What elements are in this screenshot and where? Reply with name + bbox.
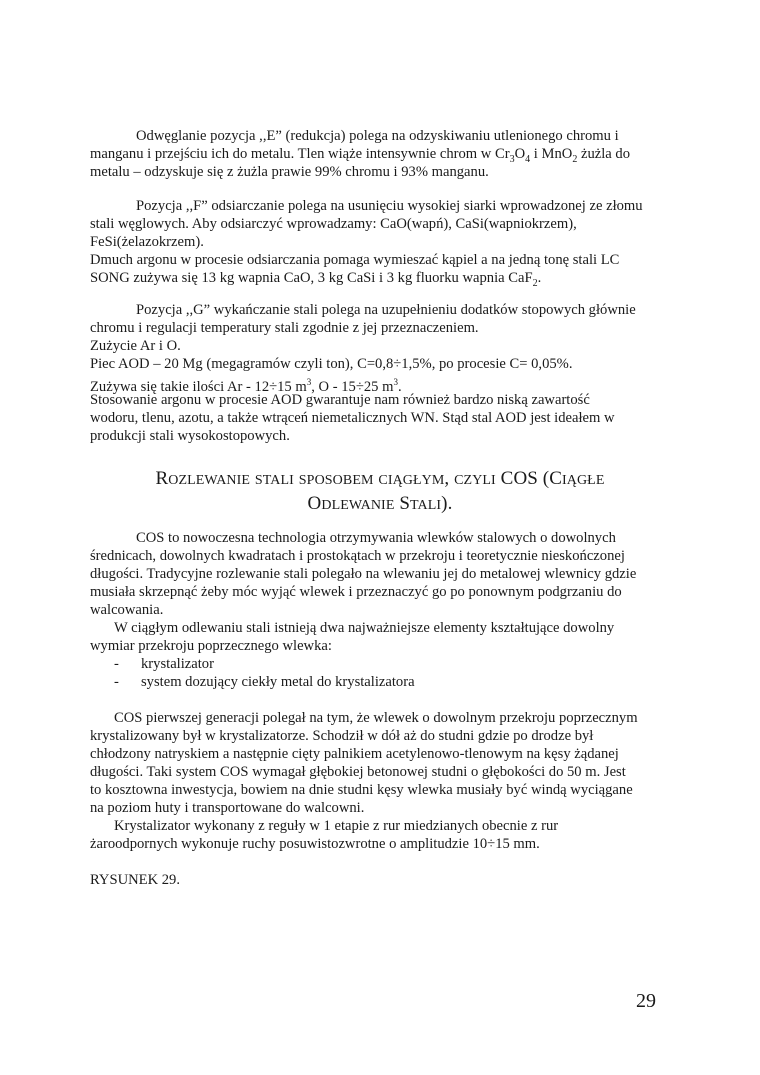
superscript: 3	[306, 377, 312, 387]
paragraph-position-f	[90, 197, 670, 287]
text-fragment: .	[397, 378, 402, 395]
paragraph-cos-elements	[90, 619, 670, 691]
text-line: średnicach, dowolnych kwadratach i prostokątach w przekroju i teoretycznie nieskończonej	[90, 548, 625, 564]
dash-bullet: -	[114, 656, 119, 672]
heading-line	[80, 492, 680, 517]
paragraph-position-e	[90, 127, 670, 181]
text-fragment: Zużywa się takie ilości Ar - 12÷15 m	[90, 378, 307, 395]
text-line	[90, 269, 670, 287]
text-line: chłodzony natryskiem a następnie cięty palnikiem acetylenowo-tlenowym na kęsy żądanej	[90, 746, 619, 762]
text-line: walcowania.	[90, 602, 164, 618]
subscript: 3	[509, 153, 515, 165]
superscript: 3	[393, 377, 398, 387]
text-line: długości. Taki system COS wymagał głębokiej betonowej studni o głębokości do 50 m. Jest	[90, 764, 626, 780]
text-line: stali węglowych. Aby odsiarczyć wprowadzamy: CaO(wapń), CaSi(wapniokrzem),	[90, 216, 577, 232]
list-item-text: system dozujący ciekły metal do krystalizatora	[141, 674, 415, 690]
list-item	[90, 655, 670, 673]
heading-line	[80, 467, 680, 492]
text-line: żaroodpornych wykonuje ruchy posuwistozwrotne o amplitudzie 10÷15 mm.	[90, 836, 540, 852]
text-line: Piec AOD – 20 Mg (megagramów czyli ton), C=0,8÷1,5%, po procesie C= 0,05%.	[90, 356, 573, 372]
text-line: wodoru, tlenu, azotu, a także wtrąceń niemetalicznych WN. Stąd stal AOD jest ideałem w	[90, 410, 615, 426]
text-line: RYSUNEK 29.	[90, 872, 181, 888]
text-line: Krystalizator wykonany z reguły w 1 etapie z rur miedzianych obecnie z rur	[114, 818, 559, 834]
text-fragment: żużla do	[577, 146, 630, 162]
text-line: krystalizowany był w krystalizatorze. Schodził w dół aż do studni gdzie po drodze był	[90, 728, 594, 744]
paragraph-cos-first-generation	[90, 709, 670, 817]
dash-bullet: -	[114, 674, 119, 690]
text-line: chromu i regulacji temperatury stali zgodnie z jej przeznaczeniem.	[90, 320, 479, 336]
text-line: Zużycie Ar i O.	[90, 338, 181, 354]
text-line: FeSi(żelazokrzem).	[90, 234, 204, 250]
text-line: musiała skrzepnąć żeby móc wyjąć wlewek i przeznaczyć go po ponownym podgrzaniu do	[90, 584, 622, 600]
list-item	[90, 673, 670, 691]
text-line: Pozycja ,,F” odsiarczanie polega na usunięciu wysokiej siarki wprowadzonej ze złomu	[136, 198, 643, 214]
paragraph-cos-intro	[90, 529, 670, 619]
text-line	[90, 145, 670, 163]
subscript: 2	[532, 277, 538, 289]
list-item-text: krystalizator	[141, 656, 214, 672]
text-line: wymiar przekroju poprzecznego wlewka:	[90, 638, 332, 654]
text-line: produkcji stali wysokostopowych.	[90, 428, 290, 444]
subscript: 2	[572, 153, 578, 165]
text-line: na poziom huty i transportowane do walcowni.	[90, 800, 365, 816]
text-line: COS to nowoczesna technologia otrzymywania wlewków stalowych o dowolnych	[136, 530, 616, 546]
small-caps-text: ROZLEWANIE STALI SPOSOBEM CIĄGŁYM, CZYLI COS (CIĄGŁE	[155, 468, 605, 489]
text-fragment: , O - 15÷25 m	[311, 378, 394, 395]
paragraph-position-g	[90, 301, 670, 445]
text-fragment: SONG zużywa się 13 kg wapnia CaO, 3 kg CaSi i 3 kg fluorku wapnia CaF	[90, 270, 533, 286]
text-line: W ciągłym odlewaniu stali istnieją dwa najważniejsze elementy kształtujące dowolny	[114, 620, 615, 636]
text-line: Stosowanie argonu w procesie AOD gwarantuje nam również bardzo niską zawartość	[90, 392, 590, 408]
text-line: Pozycja ,,G” wykańczanie stali polega na uzupełnieniu dodatków stopowych głównie	[136, 302, 636, 318]
text-line: to kosztowna inwestycja, bowiem na dnie studni kęsy wlewka musiały być windą wyciągane	[90, 782, 633, 798]
paragraph-crystallizer	[90, 817, 670, 853]
section-heading	[80, 467, 680, 517]
text-line: Odwęglanie pozycja ,,E” (redukcja) polega na odzyskiwaniu utlenionego chromu i	[136, 128, 619, 144]
text-line	[90, 373, 670, 395]
figure-label	[90, 871, 670, 889]
small-caps-text: ODLEWANIE STALI).	[307, 493, 453, 514]
text-fragment: O	[514, 146, 526, 162]
text-fragment: i MnO	[530, 146, 573, 162]
page-number: 29	[636, 990, 656, 1012]
text-line: COS pierwszej generacji polegał na tym, że wlewek o dowolnym przekroju poprzecznym	[114, 710, 638, 726]
text-line: długości. Tradycyjne rozlewanie stali polegało na wlewaniu jej do metalowej wlewnicy gdzie	[90, 566, 637, 582]
text-fragment: .	[537, 270, 542, 286]
text-line: metalu – odzyskuje się z żużla prawie 99% chromu i 93% manganu.	[90, 164, 489, 180]
subscript: 4	[525, 153, 531, 165]
text-line: Dmuch argonu w procesie odsiarczania pomaga wymieszać kąpiel a na jedną tonę stali LC	[90, 252, 620, 268]
text-fragment: manganu i przejściu ich do metalu. Tlen wiąże intensywnie chrom w Cr	[90, 146, 510, 162]
